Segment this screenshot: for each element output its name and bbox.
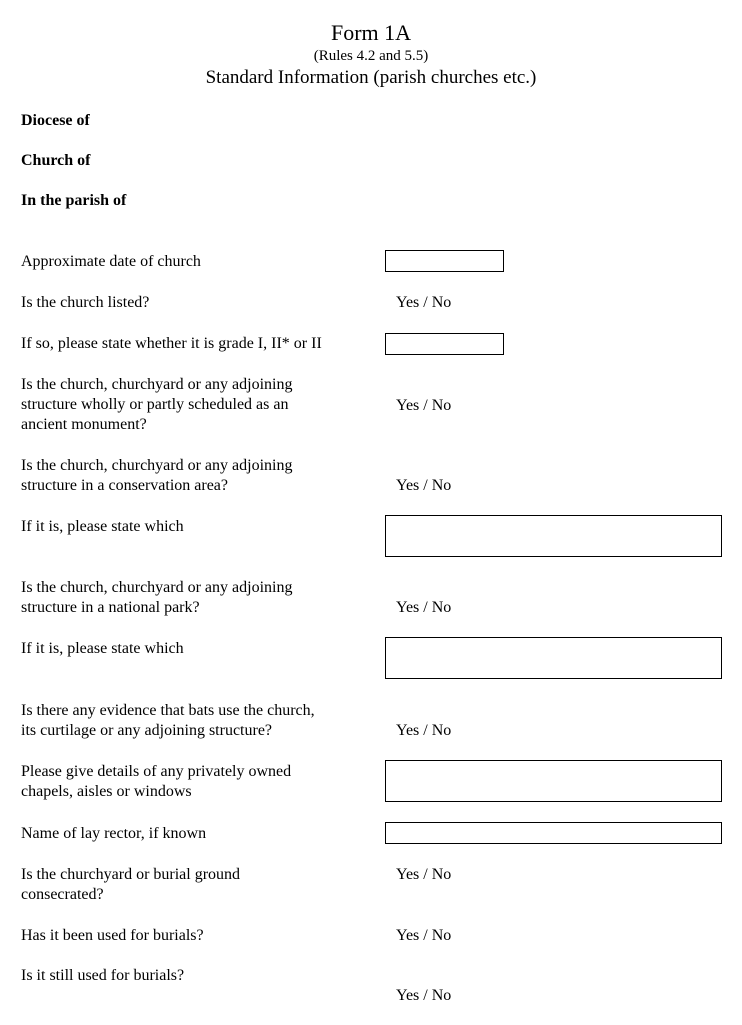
conservation-yes-no[interactable]: Yes / No (396, 477, 452, 494)
date-field[interactable] (385, 250, 504, 272)
burials-still-yes-no[interactable]: Yes / No (396, 987, 452, 1004)
burials-still-question: Is it still used for burials? (21, 967, 185, 984)
bats-question: Is there any evidence that bats use the church, its curtilage or any adjoining structure? (21, 702, 315, 739)
lay-rector-question: Name of lay rector, if known (21, 825, 207, 842)
park-yes-no[interactable]: Yes / No (396, 599, 452, 616)
listed-question: Is the church listed? (21, 294, 150, 311)
conservation-question: Is the church, churchyard or any adjoining structure in a conservation area? (21, 457, 293, 494)
date-question: Approximate date of church (21, 253, 201, 270)
chapels-field[interactable] (385, 760, 722, 802)
burials-used-question: Has it been used for burials? (21, 927, 204, 944)
park-which-question: If it is, please state which (21, 640, 184, 657)
burials-used-yes-no[interactable]: Yes / No (396, 927, 452, 944)
chapels-question: Please give details of any privately owned chapels, aisles or windows (21, 763, 292, 800)
form-rules: (Rules 4.2 and 5.5) (313, 48, 429, 64)
monument-question: Is the church, churchyard or any adjoining structure wholly or partly scheduled as an ancient monument? (21, 376, 293, 433)
consecrated-yes-no[interactable]: Yes / No (396, 866, 452, 883)
park-which-field[interactable] (385, 637, 722, 679)
consecrated-question: Is the churchyard or burial ground consecrated? (21, 866, 241, 903)
grade-field[interactable] (385, 333, 504, 355)
church-heading: Church of (21, 152, 91, 169)
listed-yes-no[interactable]: Yes / No (396, 294, 452, 311)
diocese-heading: Diocese of (21, 112, 90, 129)
parish-heading: In the parish of (21, 192, 127, 209)
park-question: Is the church, churchyard or any adjoining structure in a national park? (21, 579, 293, 616)
form-subtitle: Standard Information (parish churches etc.) (205, 67, 537, 88)
monument-yes-no[interactable]: Yes / No (396, 397, 452, 414)
conservation-which-field[interactable] (385, 515, 722, 557)
bats-yes-no[interactable]: Yes / No (396, 722, 452, 739)
lay-rector-field[interactable] (385, 822, 722, 844)
form-title: Form 1A (330, 20, 412, 45)
conservation-which-question: If it is, please state which (21, 518, 184, 535)
grade-question: If so, please state whether it is grade I, II* or II (21, 335, 322, 352)
